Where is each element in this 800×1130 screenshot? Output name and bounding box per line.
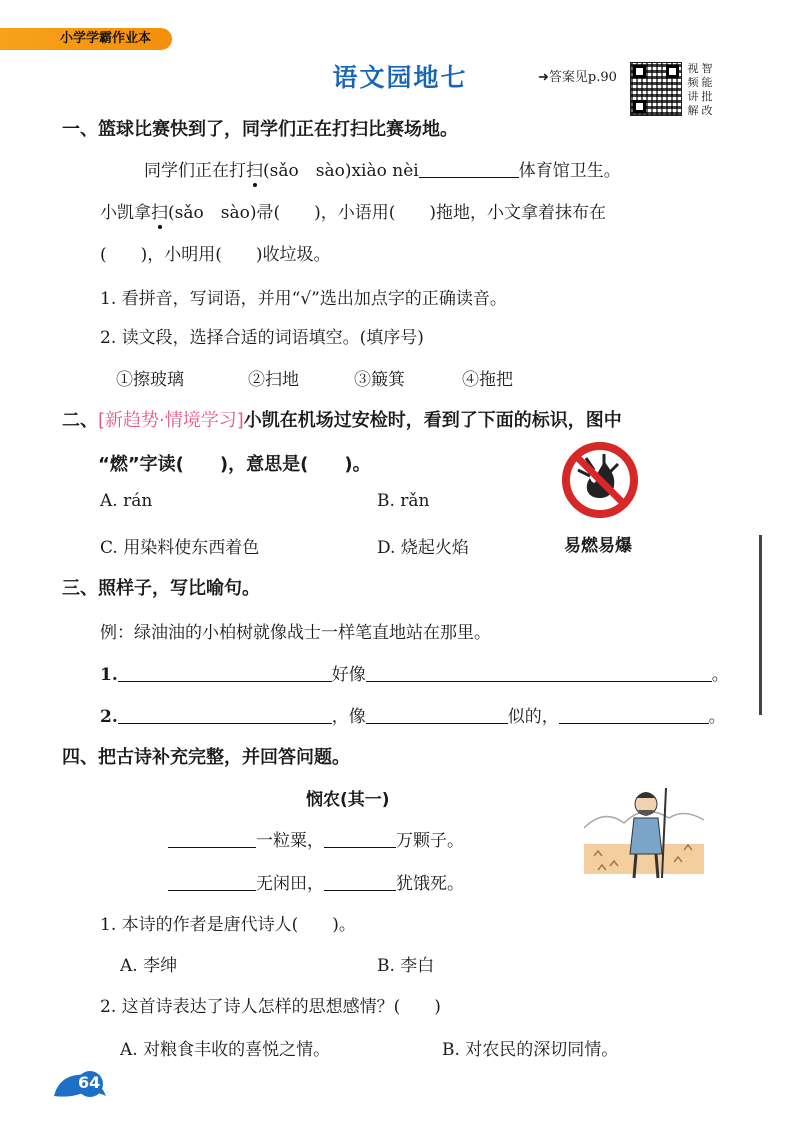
option-2: ②扫地 — [248, 370, 299, 390]
answer-blank[interactable] — [118, 723, 332, 724]
passage-text: 体育馆卫生。 — [518, 161, 621, 181]
simile-item-1 — [100, 660, 729, 685]
option-c: C. 用染料使东西着色 — [100, 538, 260, 558]
option-a: A. rán — [100, 491, 153, 511]
example-sentence: 例：绿油油的小柏树就像战士一样笔直地站在那里。 — [100, 623, 491, 643]
question-4-2: 2. 这首诗表达了诗人怎样的思想感情？( ) — [100, 997, 441, 1017]
end-punct: 。 — [708, 707, 726, 727]
qr-labels — [686, 62, 716, 118]
section-text: 小凯在机场过安检时，看到了下面的标识，图中 — [243, 410, 622, 431]
poem-line-1 — [168, 826, 464, 851]
answer-blank[interactable] — [559, 723, 709, 724]
poem-blank[interactable] — [324, 890, 396, 891]
section4-heading: 四、把古诗补充完整，并回答问题。 — [62, 747, 350, 768]
qr-label: 批 — [701, 90, 713, 103]
option-4: ④拖把 — [462, 370, 513, 390]
end-punct: 。 — [711, 665, 729, 685]
answer-blank[interactable] — [118, 681, 332, 682]
qr-label: 讲 — [687, 90, 699, 103]
item-number: 1. — [100, 665, 118, 685]
passage-line-3: ( )，小明用( )收垃圾。 — [100, 245, 331, 265]
poem-text: 无闲田， — [256, 874, 324, 894]
option-b: B. rǎn — [377, 491, 430, 511]
qr-label: 频 — [687, 76, 699, 89]
q4-2-option-a: A. 对粮食丰收的喜悦之情。 — [120, 1040, 331, 1060]
passage-text: 小凯拿 — [100, 203, 151, 223]
answer-blank[interactable] — [366, 723, 508, 724]
question-4-1: 1. 本诗的作者是唐代诗人( )。 — [100, 915, 356, 935]
item-number: 2. — [100, 707, 118, 727]
qr-label: 智 — [701, 62, 713, 75]
connector-word: ，像 — [331, 707, 366, 727]
dotted-char: 扫 — [246, 156, 263, 181]
trend-tag: [新趋势·情境学习] — [98, 410, 244, 431]
poem-title: 悯农(其一) — [306, 790, 390, 810]
section2-line2: “燃”字读( )，意思是( )。 — [98, 454, 371, 475]
section-prefix: 二、 — [62, 410, 98, 431]
dotted-char: 扫 — [151, 198, 168, 223]
qr-label: 改 — [701, 104, 713, 117]
poem-blank[interactable] — [324, 847, 396, 848]
connector-word: 似的， — [507, 707, 559, 727]
poem-blank[interactable] — [168, 847, 256, 848]
series-label-tab: 小学学霸作业本 — [0, 28, 172, 50]
page-title: 语文园地七 — [332, 63, 468, 92]
passage-pinyin: (sǎo sào)xiào nèi — [263, 161, 419, 181]
q4-1-option-a: A. 李绅 — [120, 956, 178, 976]
section1-heading: 一、篮球比赛快到了，同学们正在打扫比赛场地。 — [62, 119, 458, 140]
question-1-2: 2. 读文段，选择合适的词语填空。(填序号) — [100, 328, 424, 348]
poem-line-2 — [168, 869, 464, 894]
option-3: ③簸箕 — [354, 370, 405, 390]
q4-2-option-b: B. 对农民的深切同情。 — [442, 1040, 619, 1060]
poem-text: 万颗子。 — [396, 831, 464, 851]
passage-line-1 — [144, 156, 621, 181]
qr-label: 能 — [701, 76, 713, 89]
page-number: 64 — [78, 1073, 101, 1092]
question-1-1: 1. 看拼音，写词语，并用“√”选出加点字的正确读音。 — [100, 289, 507, 309]
passage-line-2 — [100, 198, 606, 223]
connector-word: 好像 — [331, 665, 366, 685]
option-1: ①擦玻璃 — [116, 370, 184, 390]
farmer-illustration-icon — [584, 778, 704, 888]
passage-text: (sǎo sào)帚( )，小语用( )拖地，小文拿着抹布在 — [168, 203, 606, 223]
margin-bar — [759, 535, 762, 715]
flammable-sign-icon — [560, 440, 640, 520]
section3-heading: 三、照样子，写比喻句。 — [62, 578, 260, 599]
answer-reference: ➜答案见p.90 — [538, 70, 617, 85]
passage-text: 同学们正在打 — [144, 161, 246, 181]
section2-heading — [62, 406, 622, 432]
poem-text: 一粒粟， — [256, 831, 324, 851]
qr-code-icon[interactable] — [630, 62, 682, 116]
q4-1-option-b: B. 李白 — [377, 956, 435, 976]
poem-text: 犹饿死。 — [396, 874, 464, 894]
qr-label: 视 — [687, 62, 699, 75]
pinyin-answer-blank[interactable] — [419, 177, 519, 178]
sign-caption: 易燃易爆 — [564, 536, 632, 556]
qr-label: 解 — [687, 104, 699, 117]
answer-blank[interactable] — [366, 681, 712, 682]
simile-item-2 — [100, 702, 726, 727]
option-d: D. 烧起火焰 — [377, 538, 469, 558]
poem-blank[interactable] — [168, 890, 256, 891]
